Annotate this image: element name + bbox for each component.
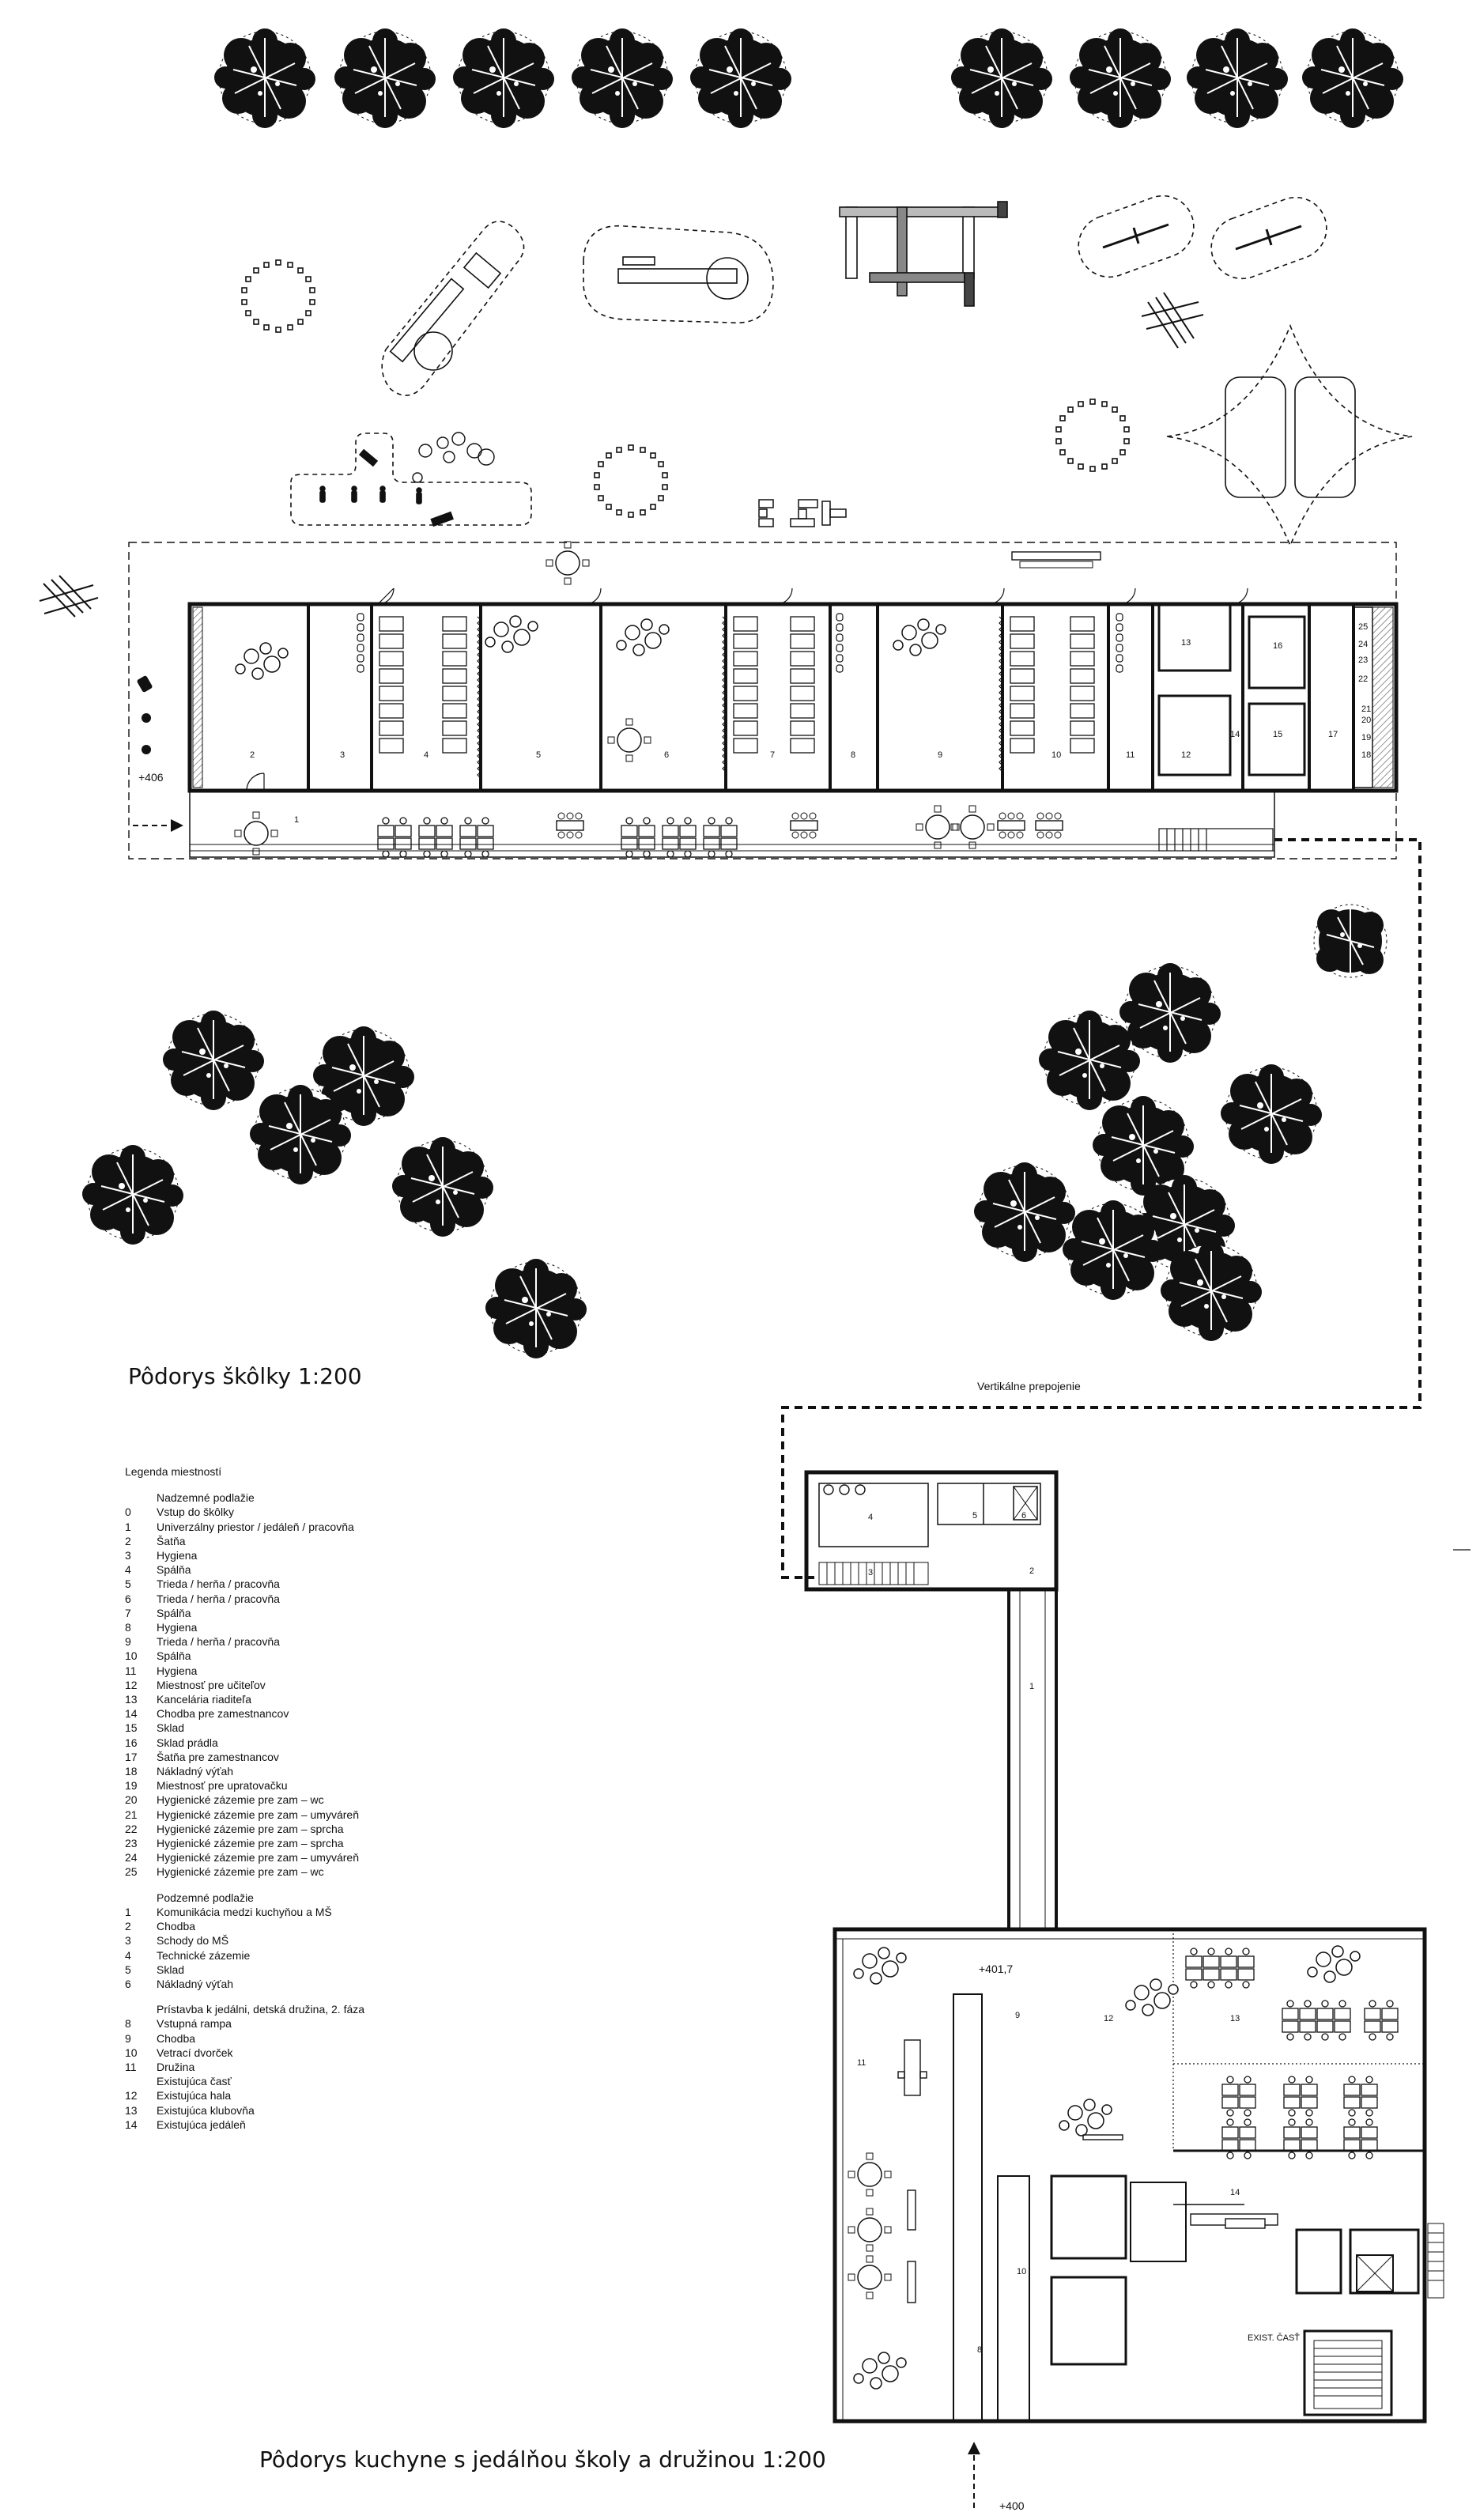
bed-icon	[443, 617, 466, 753]
tree-icon	[485, 1259, 587, 1358]
slide-icon	[382, 221, 523, 395]
legend-room-name: Komunikácia medzi kuchyňou a MŠ	[157, 1905, 332, 1918]
tree-icon	[1314, 905, 1387, 977]
legend-room-number: 15	[125, 1721, 138, 1735]
person-icon	[136, 675, 153, 754]
legend-room-number: 16	[125, 1736, 138, 1749]
legend-room-name: Hygienické zázemie pre zam – umyváreň	[157, 1808, 359, 1821]
legend-room-name: Chodba pre zamestnancov	[157, 1707, 289, 1721]
legend-row	[125, 1963, 568, 1977]
room-number: 20	[1361, 716, 1372, 725]
chair-circle-icon	[1056, 399, 1129, 471]
tree-icon	[453, 28, 554, 128]
building-blocks-icon	[759, 500, 846, 527]
legend-row	[125, 1919, 568, 1933]
legend-room-name: Trieda / herňa / pracovňa	[157, 1635, 280, 1649]
climbing-frame-icon	[840, 202, 1007, 306]
legend-room-name: Hygienické zázemie pre zam – umyváreň	[157, 1851, 359, 1864]
legend-row	[125, 1736, 568, 1750]
legend-row	[125, 2103, 568, 2118]
room-number: 23	[1358, 656, 1369, 665]
legend-room-number: 4	[125, 1563, 131, 1577]
room-number: 7	[770, 750, 776, 760]
room-number: 22	[1358, 674, 1369, 684]
legend-row	[125, 1664, 568, 1678]
legend-room-number: 25	[125, 1865, 138, 1879]
legend-room-name: Kancelária riaditeľa	[157, 1693, 252, 1706]
room-number: 8	[851, 750, 856, 760]
legend-room-name: Vstup do škôlky	[157, 1506, 235, 1519]
room-number: 2	[250, 750, 255, 760]
tree-icon	[1187, 28, 1288, 128]
seesaw-icon	[1202, 189, 1335, 288]
desk-icon	[1344, 2076, 1377, 2116]
legend-row	[125, 1778, 568, 1793]
legend-row	[125, 2016, 568, 2031]
legend-room-name: Vetrací dvorček	[157, 2046, 233, 2059]
legend-room-number: 3	[125, 1549, 131, 1562]
room-number: 11	[1126, 750, 1135, 760]
room-number: 13	[1230, 2014, 1240, 2023]
legend-room-number: 20	[125, 1793, 138, 1807]
room-number: 3	[340, 750, 345, 760]
legend-room-name: Hygiena	[157, 1621, 198, 1634]
legend-room-number: 1	[125, 1905, 131, 1918]
legend-row	[125, 2118, 568, 2132]
legend-room-name: Šatňa	[157, 1534, 186, 1547]
desk-icon	[1317, 2001, 1350, 2040]
kindergarten-room-numbers	[138, 622, 1371, 825]
legend-row	[125, 1678, 568, 1692]
legend-room-number: 11	[125, 2060, 137, 2073]
vertical-connection-label: Vertikálne prepojenie	[977, 1380, 1081, 1392]
toilet-icon	[836, 614, 843, 672]
legend-room-number: 13	[125, 2103, 138, 2117]
round-table-icon	[546, 542, 589, 584]
legend-row	[125, 1948, 568, 1963]
tree-icon	[82, 1145, 183, 1245]
legend-room-name: Hygienické zázemie pre zam – sprcha	[157, 1822, 344, 1835]
legend-room-name: Miestnosť pre učiteľov	[157, 1678, 266, 1691]
legend-row	[125, 1850, 568, 1864]
legend-row	[125, 1606, 568, 1620]
bubble-cluster-icon	[854, 1948, 906, 1984]
stairs-icon	[1159, 829, 1273, 851]
legend-row	[125, 1649, 568, 1663]
legend-row	[125, 1505, 568, 1519]
legend-room-name: Sklad prádla	[157, 1736, 218, 1749]
round-table-icon	[848, 2256, 891, 2299]
toilet-icon	[1116, 614, 1123, 672]
legend-room-name: Vstupná rampa	[157, 2017, 232, 2031]
room-number: 3	[868, 1568, 874, 1577]
tree-icon	[214, 28, 315, 128]
chair-circle-icon	[242, 260, 315, 332]
room-number: 10	[1051, 750, 1062, 760]
entry-arrow-icon	[968, 2442, 980, 2508]
room-number: 4	[868, 1513, 874, 1522]
kitchen-annex-building	[835, 1929, 1444, 2508]
legend-room-name: Existujúca hala	[157, 2089, 232, 2103]
legend-row	[125, 2074, 568, 2088]
table-icon	[998, 813, 1025, 838]
table-icon	[791, 813, 817, 838]
bubble-cluster-icon	[1059, 2099, 1112, 2136]
bubble-cluster-icon	[413, 433, 494, 482]
desk-icon	[1221, 1948, 1254, 1988]
entry-arrow-icon	[133, 819, 183, 832]
legend-room-name: Šatňa pre zamestnancov	[157, 1750, 279, 1763]
legend-row	[125, 1577, 568, 1591]
legend-room-number: 10	[125, 2046, 138, 2059]
legend-room-number: 3	[125, 1934, 131, 1948]
legend-row	[125, 2060, 568, 2074]
table-icon	[1036, 813, 1063, 838]
legend-room-name: Hygiena	[157, 1664, 198, 1677]
tree-icon	[334, 28, 436, 128]
elevation-label: +406	[138, 771, 164, 784]
desk-icon	[1186, 1948, 1219, 1988]
room-number: 14	[1230, 730, 1240, 739]
legend-room-number: 12	[125, 2089, 138, 2103]
legend-room-name: Existujúca klubovňa	[157, 2103, 255, 2117]
round-table-icon	[916, 806, 959, 848]
legend-row	[125, 1933, 568, 1948]
bench-icon	[40, 576, 98, 617]
legend-room-name: Spálňa	[157, 1563, 191, 1577]
legend-room-name: Sklad	[157, 1721, 185, 1735]
tree-icon	[951, 28, 1052, 128]
tree-icon	[1119, 963, 1221, 1063]
legend-room-number: 1	[125, 1520, 131, 1533]
tree-icon	[974, 1162, 1075, 1262]
legend-room-name: Existujúca jedáleň	[157, 2118, 246, 2131]
round-table-icon	[235, 812, 278, 855]
room-number: 2	[1029, 1566, 1035, 1576]
legend-row	[125, 1562, 568, 1577]
room-number: 13	[1181, 638, 1191, 648]
legend-room-name: Chodba	[157, 2031, 196, 2045]
legend-room-name: Univerzálny priestor / jedáleň / pracovňa	[157, 1520, 354, 1533]
legend-room-name: Hygiena	[157, 1549, 198, 1562]
existing-part-label: EXIST. ČASŤ	[1248, 2333, 1301, 2343]
room-number: 5	[972, 1511, 978, 1521]
tree-icon	[1302, 28, 1403, 128]
round-table-icon	[608, 719, 651, 761]
desk-icon	[1282, 2001, 1316, 2040]
legend-row	[125, 1793, 568, 1807]
legend-room-name: Družina	[157, 2060, 195, 2073]
bed-icon	[734, 617, 757, 753]
legend-room-number: 8	[125, 2017, 131, 2031]
bubble-cluster-icon	[1308, 1946, 1360, 1982]
tree-icon	[1161, 1241, 1262, 1341]
legend-room-name: Hygienické zázemie pre zam – wc	[157, 1865, 324, 1879]
desk-icon	[1284, 2119, 1317, 2159]
legend-row	[125, 1721, 568, 1735]
bubble-cluster-icon	[617, 619, 669, 656]
legend-room-number: 8	[125, 1621, 131, 1634]
legend-room-name: Spálňa	[157, 1649, 191, 1663]
room-number: 5	[536, 750, 542, 760]
seesaw-icon	[1070, 187, 1202, 286]
desk-icon	[1284, 2076, 1317, 2116]
legend-row	[125, 1692, 568, 1706]
legend-room-number: 24	[125, 1851, 138, 1864]
legend-row	[125, 1520, 568, 1534]
legend-row	[125, 1808, 568, 1822]
legend-row	[125, 1548, 568, 1562]
legend-room-name: Spálňa	[157, 1606, 191, 1619]
desk-icon	[1222, 2119, 1255, 2159]
legend-section-title: Podzemné podlažie	[157, 1891, 254, 1904]
slide-icon	[583, 226, 773, 323]
legend-room-number: 17	[125, 1750, 138, 1763]
legend-room-number: 14	[125, 2118, 138, 2131]
desk-icon	[1365, 2001, 1398, 2040]
legend-title: Legenda miestností	[125, 1465, 222, 1478]
legend-room-number: 18	[125, 1765, 138, 1778]
desk-icon	[1344, 2119, 1377, 2159]
tree-icon	[1039, 1011, 1140, 1110]
legend-row	[125, 1905, 568, 1919]
legend-row	[125, 1977, 568, 1991]
legend-room-number: 9	[125, 2031, 131, 2045]
legend-row	[125, 1534, 568, 1548]
legend-row	[125, 1864, 568, 1879]
kindergarten-building	[129, 542, 1396, 859]
room-number: 17	[1328, 730, 1338, 739]
legend-room-number: 19	[125, 1779, 138, 1793]
tree-group-middle	[82, 905, 1387, 1358]
room-number: 16	[1273, 641, 1283, 651]
legend-row	[125, 1706, 568, 1721]
room-number: 25	[1358, 622, 1369, 632]
room-number: 9	[938, 750, 943, 760]
tent-icon	[1167, 326, 1412, 546]
round-table-icon	[951, 806, 994, 848]
legend-room-name: Technické zázemie	[157, 1948, 251, 1962]
legend-room-number: 21	[125, 1808, 138, 1821]
room-number: 9	[1015, 2011, 1021, 2020]
legend-room-number: 5	[125, 1963, 131, 1976]
legend-room-number: 23	[125, 1837, 138, 1850]
legend-row	[125, 1836, 568, 1850]
legend-room-name: Trieda / herňa / pracovňa	[157, 1592, 280, 1605]
legend-room-number: 6	[125, 1592, 131, 1605]
room-number: 10	[1017, 2267, 1027, 2276]
bubble-cluster-icon	[893, 619, 946, 656]
legend-room-number: 7	[125, 1606, 131, 1619]
room-number: 4	[424, 750, 429, 760]
tree-icon	[163, 1011, 264, 1110]
room-number: 11	[857, 2058, 866, 2068]
legend-room-name: Hygienické zázemie pre zam – sprcha	[157, 1837, 344, 1850]
legend-room-number: 9	[125, 1635, 131, 1649]
legend-room-name: Existujúca časť	[157, 2075, 232, 2088]
legend-room-number: 12	[125, 1678, 138, 1691]
tree-icon	[572, 28, 673, 128]
person-icon	[320, 486, 325, 502]
bubble-cluster-icon	[1126, 1979, 1178, 2016]
legend-room-number: 0	[125, 1506, 131, 1519]
legend-room-name: Nákladný výťah	[157, 1977, 234, 1990]
legend-room-name: Nákladný výťah	[157, 1765, 234, 1778]
toilet-icon	[357, 614, 364, 672]
legend-room-number: 4	[125, 1948, 131, 1962]
person-icon	[352, 486, 357, 502]
desk-icon	[1222, 2076, 1255, 2116]
legend-row	[125, 1620, 568, 1634]
legend-row	[125, 2088, 568, 2103]
legend-room-number: 10	[125, 1649, 138, 1663]
room-number: 21	[1361, 705, 1372, 714]
legend-row	[125, 1634, 568, 1649]
bubble-cluster-icon	[485, 616, 538, 652]
bubble-cluster-icon	[854, 2352, 906, 2389]
bubble-cluster-icon	[236, 643, 288, 679]
tree-icon	[1221, 1064, 1322, 1164]
table-icon	[557, 813, 583, 838]
bed-icon	[1070, 617, 1094, 753]
legend-room-name: Chodba	[157, 1920, 196, 1933]
legend-room-number: 5	[125, 1577, 131, 1591]
legend-room-number: 2	[125, 1920, 131, 1933]
legend-row	[125, 1764, 568, 1778]
room-number: 24	[1358, 640, 1369, 649]
tree-row-top	[214, 28, 1403, 128]
legend-room-name: Trieda / herňa / pracovňa	[157, 1577, 280, 1591]
bed-icon	[791, 617, 814, 753]
bed-icon	[379, 617, 403, 753]
room-number: 6	[664, 750, 670, 760]
legend-row	[125, 1822, 568, 1836]
person-icon	[417, 488, 421, 504]
legend-room-number: 2	[125, 1534, 131, 1547]
room-number: 15	[1273, 730, 1283, 739]
legend-section-title: Prístavba k jedálni, detská družina, 2. fáza	[157, 2003, 365, 2016]
legend-row	[125, 2031, 568, 2046]
chair-circle-icon	[595, 445, 667, 517]
legend-room-number: 6	[125, 1977, 131, 1990]
round-table-icon	[848, 2208, 891, 2251]
room-number: 1	[294, 815, 300, 825]
round-table-icon	[848, 2153, 891, 2196]
kindergarten-plan-title: Pôdorys škôlky 1:200	[128, 1363, 362, 1389]
legend-room-number	[125, 2074, 157, 2088]
legend-room-name: Schody do MŠ	[157, 1934, 229, 1948]
elevation-label: +401,7	[979, 1963, 1014, 1975]
room-number: 19	[1361, 733, 1372, 742]
room-number: 12	[1104, 2014, 1114, 2023]
legend-room-number: 13	[125, 1693, 138, 1706]
room-number: 14	[1230, 2188, 1240, 2197]
annex-room-numbers	[857, 1963, 1300, 2512]
legend-row	[125, 2046, 568, 2060]
room-number: 8	[977, 2345, 983, 2355]
bed-icon	[1010, 617, 1034, 753]
legend-room-name: Miestnosť pre upratovačku	[157, 1779, 288, 1793]
legend-room-name: Sklad	[157, 1963, 185, 1976]
kitchen-plan-title: Pôdorys kuchyne s jedálňou školy a družinou 1:200	[259, 2446, 826, 2473]
legend-room-name: Hygienické zázemie pre zam – wc	[157, 1793, 324, 1807]
room-legend	[125, 1464, 568, 2132]
tree-icon	[690, 28, 791, 128]
legend-room-number: 11	[125, 1664, 137, 1677]
basement-plan	[806, 1472, 1056, 1929]
tree-icon	[392, 1137, 493, 1237]
legend-room-number: 14	[125, 1707, 138, 1721]
legend-section-title: Nadzemné podlažie	[157, 1491, 255, 1505]
legend-row	[125, 1750, 568, 1764]
play-area-icon	[291, 433, 531, 525]
legend-room-number: 22	[125, 1822, 138, 1835]
bench-icon	[1142, 293, 1203, 348]
room-number: 18	[1361, 750, 1372, 760]
tree-icon	[1070, 28, 1171, 128]
legend-sections	[125, 1490, 568, 2132]
toy-icon	[360, 450, 453, 526]
room-number: 12	[1181, 750, 1191, 760]
person-icon	[380, 486, 385, 502]
room-number: 6	[1021, 1511, 1027, 1521]
elevation-label: +400	[999, 2499, 1025, 2512]
room-number: 1	[1029, 1682, 1035, 1691]
legend-row	[125, 1592, 568, 1606]
playground	[40, 187, 1412, 617]
